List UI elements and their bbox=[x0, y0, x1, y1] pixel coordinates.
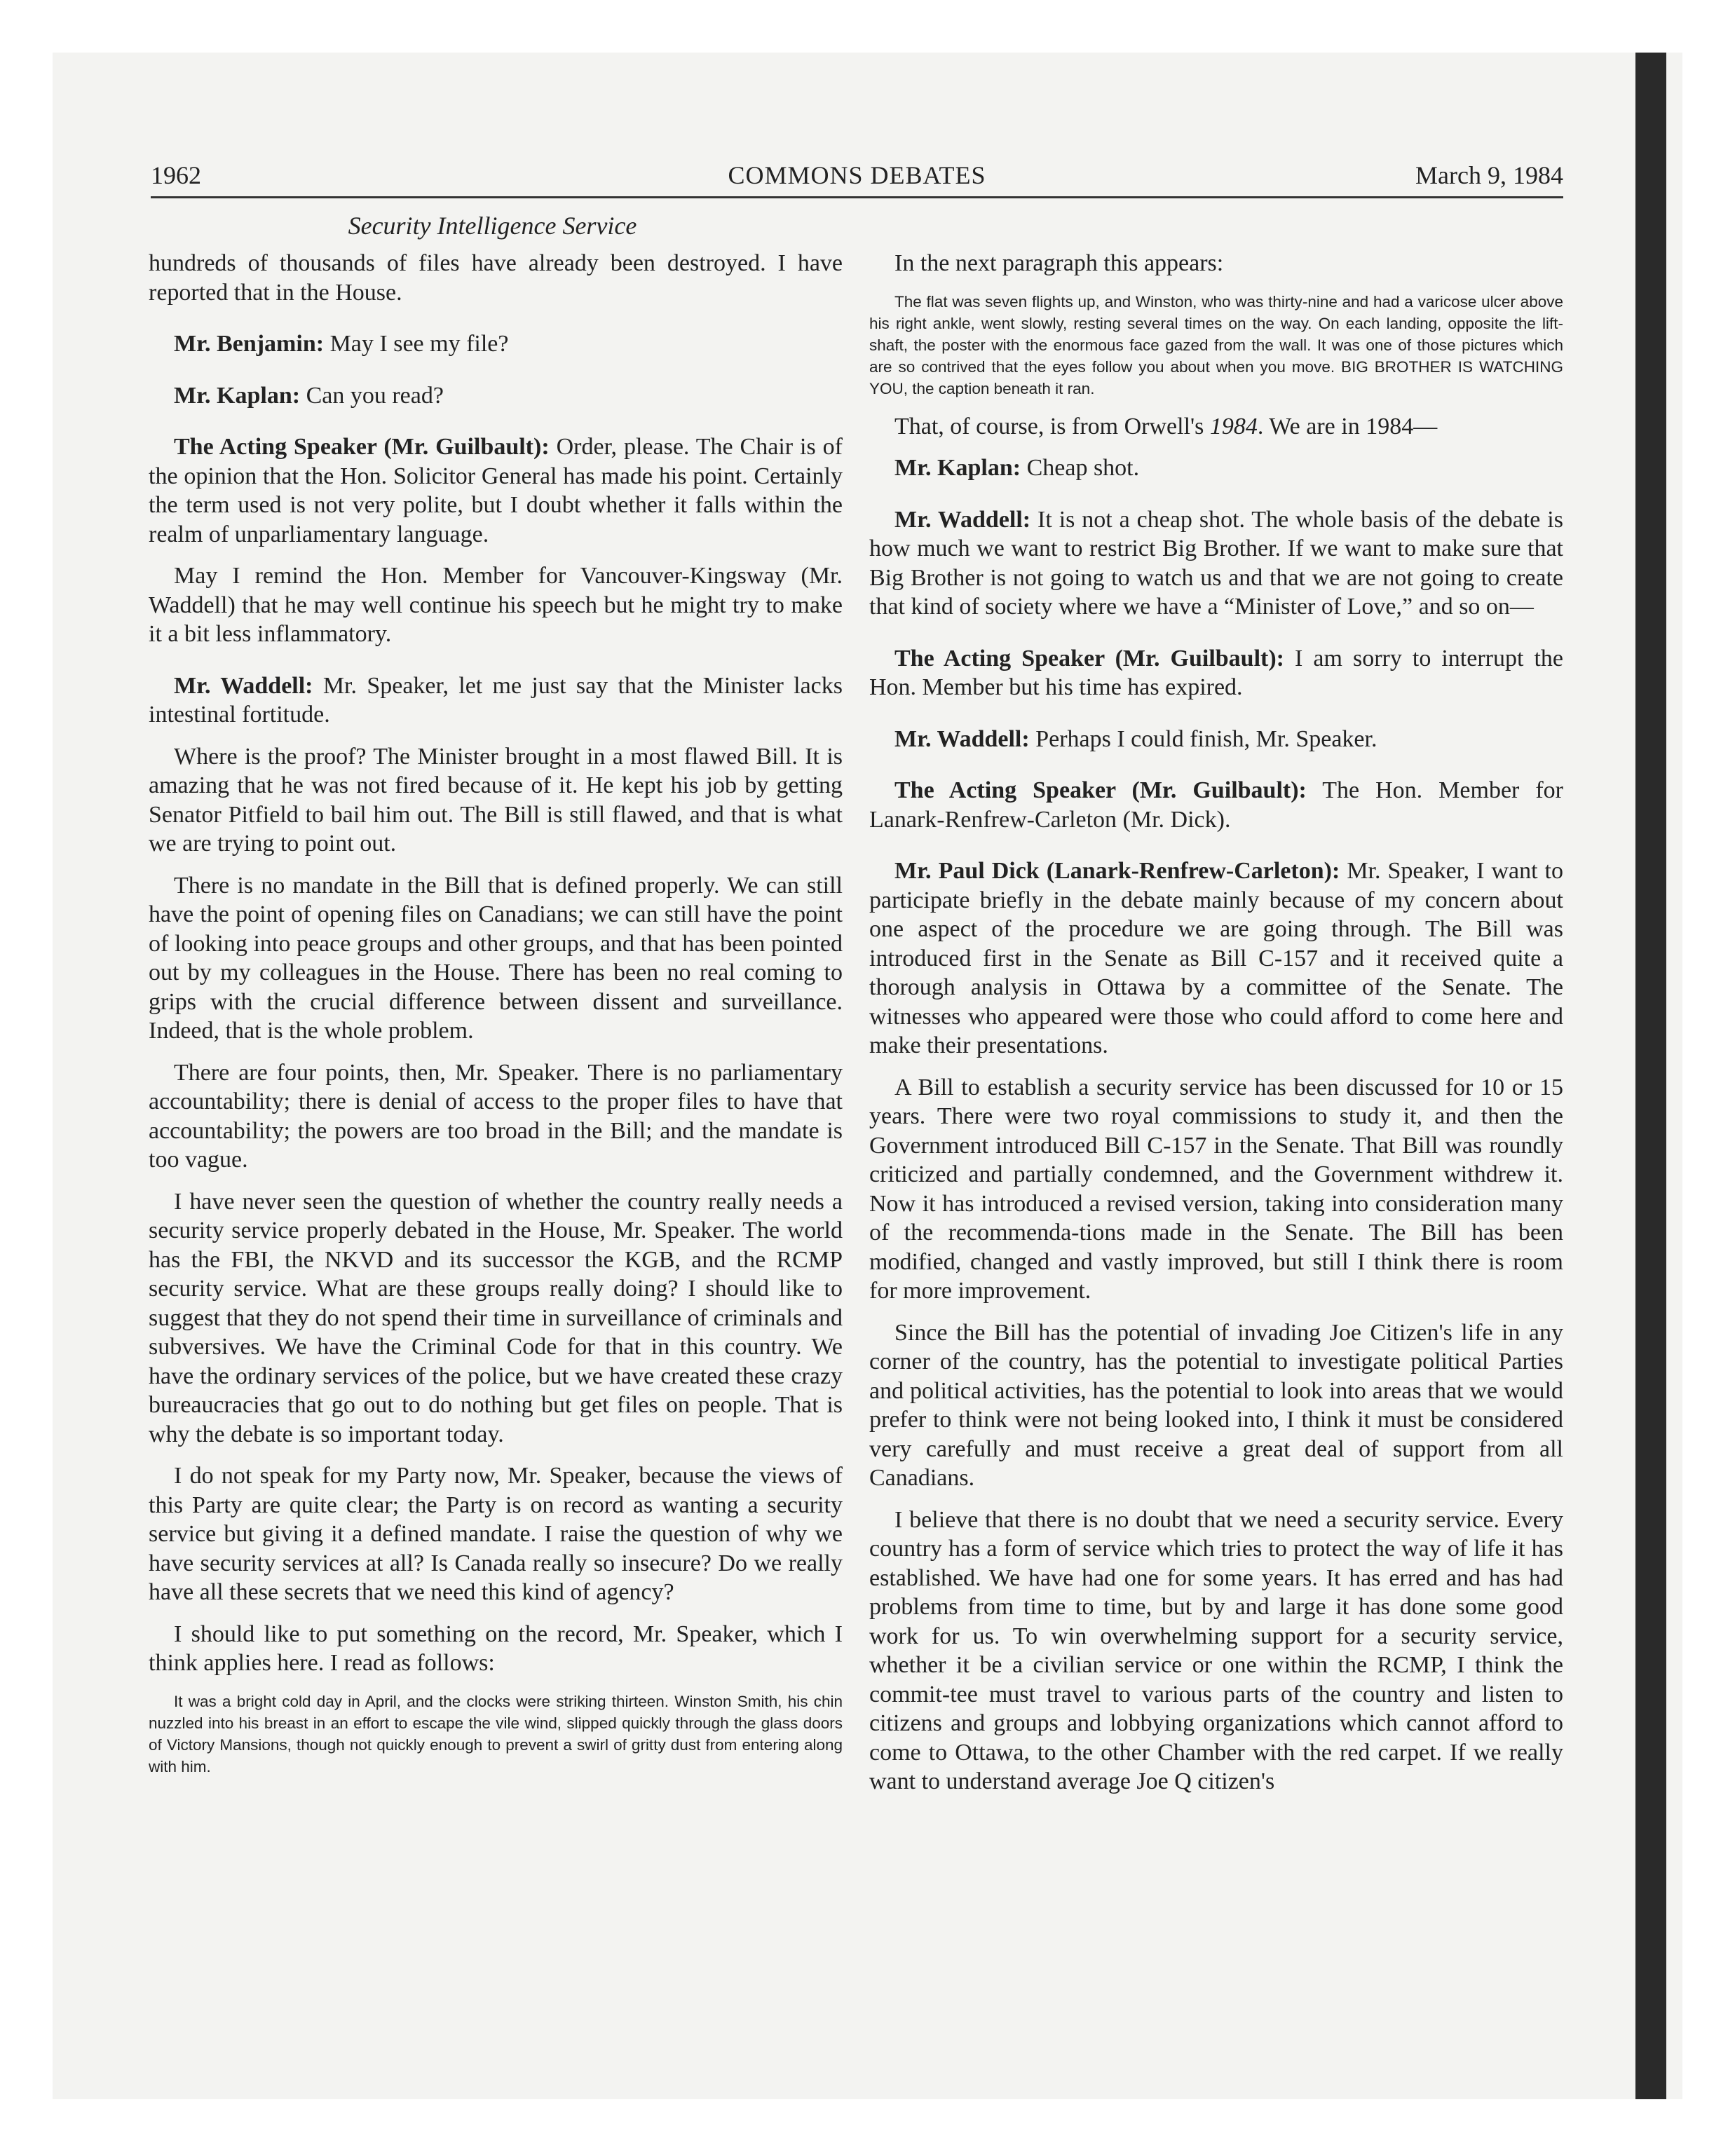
paragraph: Since the Bill has the potential of invading Joe Citizen's life in any corner of the country, has the potential to investigate political Parties and political activities, has the potential to look into areas that we would prefer to think were not being looked into, I think it must be considered very carefully and must receive a great deal of support from all Canadians. bbox=[869, 1319, 1563, 1491]
paragraph: There is no mandate in the Bill that is defined properly. We can still have the point of opening files on Canadians; we can still have the point of looking into peace groups and other groups, and that has been pointed out by my colleagues in the House. There has been no real coming to grips with the crucial difference between dissent and surveillance. Indeed, that is the whole problem. bbox=[149, 872, 843, 1044]
paragraph: May I remind the Hon. Member for Vancouver-Kingsway (Mr. Waddell) that he may well continue his speech but he might try to make it a bit less inflammatory. bbox=[149, 563, 843, 647]
paragraph: That, of course, is from Orwell's 1984. We are in 1984— bbox=[894, 413, 1438, 439]
speaker-name: Mr. Kaplan: bbox=[894, 455, 1021, 481]
speech: Mr. Kaplan: Cheap shot. bbox=[894, 455, 1140, 481]
speaker-name: Mr. Waddell: bbox=[894, 725, 1030, 752]
paragraph: hundreds of thousands of files have already been destroyed. I have reported that in the House. bbox=[149, 250, 843, 306]
speech: Mr. Waddell: Mr. Speaker, let me just say that the Minister lacks intestinal fortitude. bbox=[149, 672, 843, 728]
block-quote: It was a bright cold day in April, and the clocks were striking thirteen. Winston Smith, his chin nuzzled into his breast in an effort to escape the vile wind, slipped quickly through the glass doors of Victory Mansions, though not quickly enough to prevent a swirl of gritty dust from entering along with him. bbox=[149, 1692, 843, 1775]
speech: Mr. Paul Dick (Lanark-Renfrew-Carleton): Mr. Speaker, I want to participate briefly in the debate mainly because of my concern about one aspect of the procedure we are going through. The Bill was introduced first in the Senate as Bill C-157 and it received quite a thorough analysis in Ottawa by a committee of the Senate. The witnesses who appeared were those who could afford to come here and make their presentations. bbox=[869, 858, 1564, 1058]
speaker-name: Mr. Kaplan: bbox=[174, 382, 301, 409]
speech: The Acting Speaker (Mr. Guilbault): The Hon. Member for Lanark-Renfrew-Carleton (Mr. Dick). bbox=[869, 777, 1563, 833]
book-title: 1984 bbox=[1209, 413, 1258, 439]
publication-title: COMMONS DEBATES bbox=[728, 161, 986, 189]
speaker-name: The Acting Speaker (Mr. Guilbault): bbox=[174, 434, 550, 460]
speaker-name: The Acting Speaker (Mr. Guilbault): bbox=[894, 777, 1307, 803]
speaker-name: Mr. Waddell: bbox=[174, 672, 313, 699]
paragraph: There are four points, then, Mr. Speaker. There is no parliamentary accountability; there is denial of access to the proper files to have that accountability; the powers are too broad in the Bill; and the mandate is too vague. bbox=[149, 1059, 843, 1173]
paragraph: In the next paragraph this appears: bbox=[894, 250, 1224, 276]
page-number: 1962 bbox=[151, 161, 201, 189]
speech: The Acting Speaker (Mr. Guilbault): Order, please. The Chair is of the opinion that the Hon. Solicitor General has made his point. Certainly the term used is not very polite, but I doubt whether it falls within the realm of unparliamentary language. bbox=[149, 434, 843, 547]
speaker-name: Mr. Paul Dick (Lanark-Renfrew-Carleton): bbox=[894, 858, 1340, 884]
paragraph: I believe that there is no doubt that we need a security service. Every country has a form of service which tries to protect the way of life it has established. We have had one for some years. It has erred and has had problems from time to time, but by and large it has done some good work for us. To win overwhelming support for a security service, whether it be a civilian service or one within the RCMP, I think the commit-tee must travel to various parts of the country and listen to citizens and groups and lobbying organizations which cannot afford to come to Ottawa, to the other Chamber with the red carpet. If we really want to understand average Joe Q citizen's bbox=[869, 1506, 1563, 1794]
speech: Mr. Benjamin: May I see my file? bbox=[174, 331, 509, 357]
speech: Mr. Waddell: Perhaps I could finish, Mr. Speaker. bbox=[894, 725, 1377, 752]
block-quote: The flat was seven flights up, and Winston, who was thirty-nine and had a varicose ulcer above his right ankle, went slowly, resting several times on the way. On each landing, opposite the lift-shaft, the poster with the enormous face gazed from the wall. It was one of those pictures which are so contrived that the eyes follow you about when you move. BIG BROTHER IS WATCHING YOU, the caption beneath it ran. bbox=[869, 292, 1563, 397]
speech: Mr. Waddell: It is not a cheap shot. The whole basis of the debate is how much we want to restrict Big Brother. If we want to make sure that Big Brother is not going to watch us and that we are not going to create that kind of society where we have a “Minister of Love,” and so on— bbox=[869, 506, 1563, 620]
speaker-name: The Acting Speaker (Mr. Guilbault): bbox=[894, 645, 1285, 671]
binding-edge bbox=[1635, 53, 1666, 2099]
speaker-name: Mr. Waddell: bbox=[894, 506, 1031, 533]
paragraph: I do not speak for my Party now, Mr. Speaker, because the views of this Party are quite clear; the Party is on record as wanting a security service but giving it a defined mandate. I raise the question of why we have security services at all? Is Canada really so insecure? Do we really have all these secrets that we need this kind of agency? bbox=[149, 1463, 843, 1605]
paragraph: A Bill to establish a security service has been discussed for 10 or 15 years. There were two royal commissions to study it, and then the Government introduced Bill C-157 in the Senate. That Bill was roundly criticized and partially condemned, and the Government withdrew it. Now it has introduced a revised version, taking into consideration many of the recommenda-tions made in the Senate. The Bill has been modified, changed and vastly improved, but still I think there is room for more improvement. bbox=[869, 1074, 1563, 1304]
paragraph: I should like to put something on the record, Mr. Speaker, which I think applies here. I read as follows: bbox=[149, 1621, 843, 1676]
right-column bbox=[869, 249, 1563, 1809]
speech: Mr. Kaplan: Can you read? bbox=[174, 382, 444, 409]
paragraph: I have never seen the question of whether the country really needs a security service properly debated in the House, Mr. Speaker. The world has the FBI, the NKVD and its successor the KGB, and the RCMP security service. What are these groups really doing? I should like to suggest that they do not spend their time in surveillance of criminals and subversives. We have the Criminal Code for that in this country. We have the ordinary services of the police, but we have created these crazy bureaucracies that go out to do nothing but get files on people. That is why the debate is so important today. bbox=[149, 1188, 843, 1447]
publication-date: March 9, 1984 bbox=[1415, 161, 1563, 189]
running-head: Security Intelligence Service bbox=[348, 212, 637, 240]
paragraph: Where is the proof? The Minister brought in a most flawed Bill. It is amazing that he was not fired because of it. He kept his job by getting Senator Pitfield to bail him out. The Bill is still flawed, and that is what we are trying to point out. bbox=[149, 743, 843, 857]
page-header bbox=[151, 160, 1563, 198]
speaker-name: Mr. Benjamin: bbox=[174, 331, 325, 357]
speech: The Acting Speaker (Mr. Guilbault): I am sorry to interrupt the Hon. Member but his time has expired. bbox=[869, 645, 1564, 700]
left-column bbox=[149, 249, 843, 1790]
